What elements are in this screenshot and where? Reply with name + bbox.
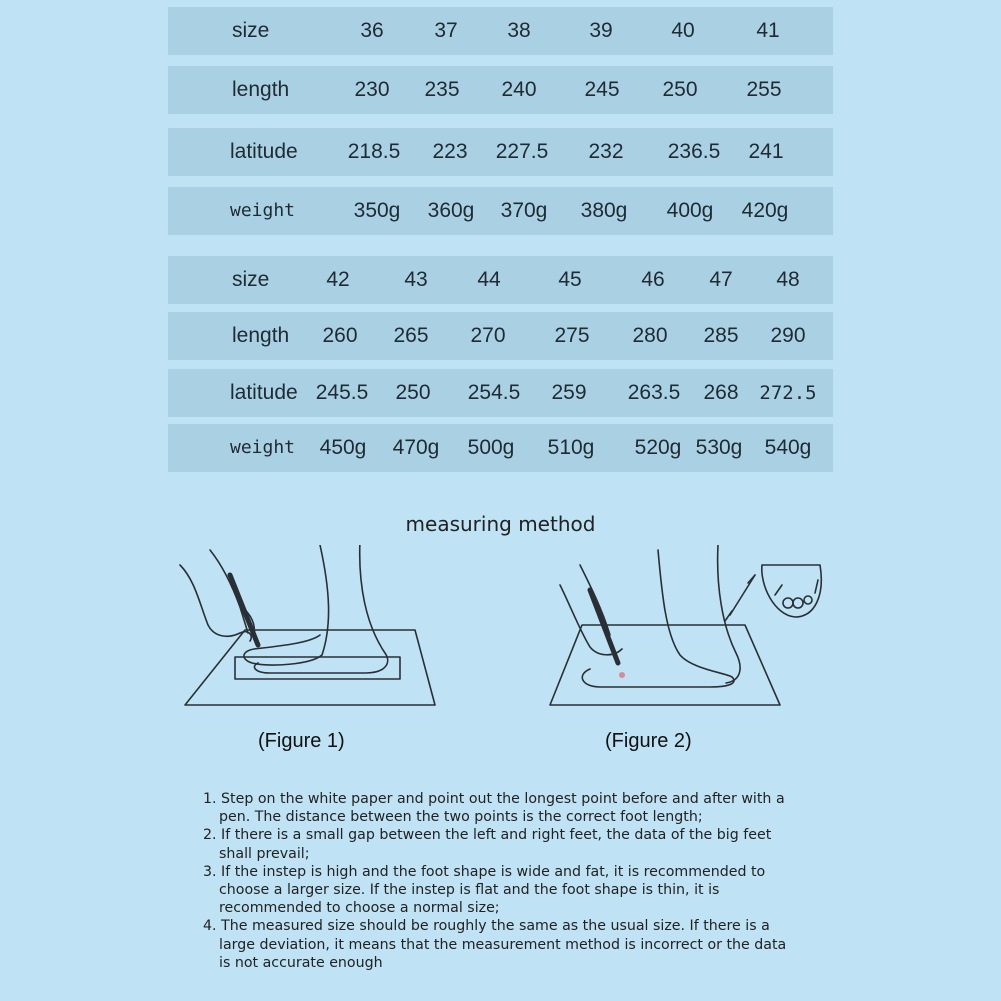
length-cell: 280 (632, 324, 668, 347)
length-cell: 265 (393, 324, 429, 347)
foot-measuring-illustration (170, 545, 840, 720)
row-label: weight (230, 437, 296, 458)
row-label: length (232, 78, 290, 101)
row-label: size (232, 19, 270, 42)
length-cell: 230 (354, 78, 390, 101)
table2-size-row (168, 256, 833, 304)
figure2-drawing (550, 545, 821, 705)
size-cell: 44 (477, 268, 501, 291)
measuring-method-title: measuring method (405, 512, 596, 536)
row-label: size (232, 268, 270, 291)
measuring-notes (203, 790, 793, 972)
length-cell: 290 (770, 324, 806, 347)
length-cell: 240 (501, 78, 537, 101)
size-cell: 36 (360, 19, 384, 42)
table2-weight-row (168, 424, 833, 472)
table1-length-row (168, 66, 833, 114)
table1-size-row (168, 7, 833, 55)
latitude-cell: 227.5 (495, 140, 549, 163)
note-item: 1. Step on the white paper and point out the longest point before and after with a pen. The distance between the two points is the correct foot length; (203, 791, 785, 826)
size-cell: 39 (589, 19, 613, 42)
table2-length-row (168, 312, 833, 360)
size-cell: 48 (776, 268, 800, 291)
size-cell: 42 (326, 268, 350, 291)
weight-cell: 380g (580, 199, 628, 222)
latitude-cell: 263.5 (627, 381, 681, 404)
latitude-cell: 259 (551, 381, 587, 404)
latitude-cell: 272.5 (759, 382, 817, 404)
latitude-cell: 254.5 (467, 381, 521, 404)
weight-cell: 360g (427, 199, 475, 222)
weight-cell: 510g (547, 436, 595, 459)
note-item: 4. The measured size should be roughly the same as the usual size. If there is a large deviation, it means that the measurement method is incorrect or the data is not accurate enough (203, 918, 787, 971)
weight-cell: 450g (319, 436, 367, 459)
note-item: 3. If the instep is high and the foot shape is wide and fat, it is recommended to choose a larger size. If the instep is flat and the foot shape is thin, it is recommended to choose a normal size; (203, 863, 766, 917)
row-label: length (232, 324, 290, 347)
weight-cell: 470g (392, 436, 440, 459)
weight-cell: 420g (741, 199, 789, 222)
size-cell: 43 (404, 268, 428, 291)
size-cell: 41 (756, 19, 780, 42)
length-cell: 250 (662, 78, 698, 101)
latitude-cell: 268 (703, 381, 739, 404)
weight-cell: 400g (666, 199, 714, 222)
length-cell: 245 (584, 78, 620, 101)
latitude-cell: 232 (588, 140, 624, 163)
size-cell: 45 (558, 268, 582, 291)
row-label: latitude (230, 140, 298, 163)
figure1-caption: (Figure 1) (258, 730, 345, 752)
table1-latitude-row (168, 128, 833, 176)
latitude-cell: 245.5 (315, 381, 369, 404)
size-cell: 46 (641, 268, 665, 291)
figure1-drawing (180, 545, 435, 705)
latitude-cell: 236.5 (667, 140, 721, 163)
weight-cell: 520g (634, 436, 682, 459)
weight-cell: 530g (695, 436, 743, 459)
row-label: weight (230, 200, 296, 221)
latitude-cell: 241 (748, 140, 784, 163)
latitude-cell: 223 (432, 140, 468, 163)
length-cell: 285 (703, 324, 739, 347)
weight-cell: 500g (467, 436, 515, 459)
table1-weight-row (168, 187, 833, 235)
size-cell: 40 (671, 19, 695, 42)
note-item: 2. If there is a small gap between the left and right feet, the data of the big feet shall prevail; (203, 827, 772, 862)
weight-cell: 370g (500, 199, 548, 222)
length-cell: 275 (554, 324, 590, 347)
size-cell: 38 (507, 19, 531, 42)
length-cell: 270 (470, 324, 506, 347)
table2-latitude-row (168, 369, 833, 417)
size-cell: 47 (709, 268, 733, 291)
latitude-cell: 250 (395, 381, 431, 404)
figure2-caption: (Figure 2) (605, 730, 692, 752)
length-cell: 235 (424, 78, 460, 101)
row-label: latitude (230, 381, 298, 404)
size-cell: 37 (434, 19, 458, 42)
latitude-cell: 218.5 (347, 140, 401, 163)
weight-cell: 540g (764, 436, 812, 459)
length-cell: 255 (746, 78, 782, 101)
weight-cell: 350g (353, 199, 401, 222)
length-cell: 260 (322, 324, 358, 347)
